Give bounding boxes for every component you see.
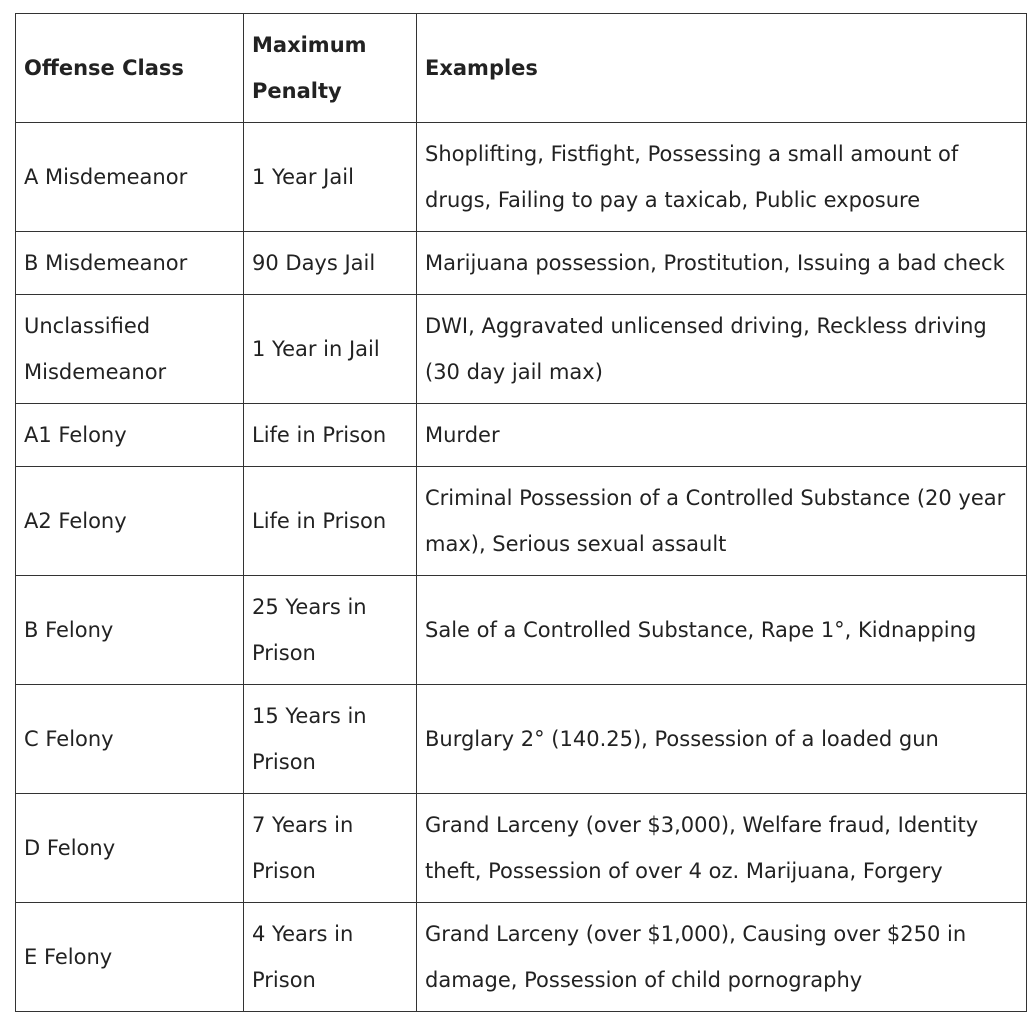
maximum-penalty-cell: 1 Year in Jail <box>244 295 417 404</box>
maximum-penalty-cell: Life in Prison <box>244 404 417 467</box>
offense-class-cell: E Felony <box>16 903 244 1012</box>
table-row <box>16 232 1027 295</box>
offense-class-cell: A2 Felony <box>16 467 244 576</box>
offense-class-cell: B Felony <box>16 576 244 685</box>
table-row <box>16 576 1027 685</box>
examples-cell: Grand Larceny (over $1,000), Causing over $250 in damage, Possession of child pornography <box>417 903 1027 1012</box>
header-maximum-penalty: Maximum Penalty <box>244 14 417 123</box>
table-row <box>16 794 1027 903</box>
examples-cell: Sale of a Controlled Substance, Rape 1°, Kidnapping <box>417 576 1027 685</box>
offense-class-cell: C Felony <box>16 685 244 794</box>
examples-cell: Murder <box>417 404 1027 467</box>
examples-cell: Shoplifting, Fistfight, Possessing a small amount of drugs, Failing to pay a taxicab, Public exposure <box>417 123 1027 232</box>
maximum-penalty-cell: 25 Years in Prison <box>244 576 417 685</box>
table-row <box>16 903 1027 1012</box>
table-row <box>16 467 1027 576</box>
offense-table <box>15 13 1027 1012</box>
maximum-penalty-cell: 1 Year Jail <box>244 123 417 232</box>
offense-class-cell: B Misdemeanor <box>16 232 244 295</box>
examples-cell: Criminal Possession of a Controlled Substance (20 year max), Serious sexual assault <box>417 467 1027 576</box>
offense-class-cell: Unclassified Misdemeanor <box>16 295 244 404</box>
header-examples: Examples <box>417 14 1027 123</box>
offense-class-cell: A1 Felony <box>16 404 244 467</box>
header-offense-class: Offense Class <box>16 14 244 123</box>
table-row <box>16 685 1027 794</box>
maximum-penalty-cell: 7 Years in Prison <box>244 794 417 903</box>
offense-class-cell: D Felony <box>16 794 244 903</box>
maximum-penalty-cell: 90 Days Jail <box>244 232 417 295</box>
maximum-penalty-cell: 4 Years in Prison <box>244 903 417 1012</box>
table-row <box>16 404 1027 467</box>
offense-class-cell: A Misdemeanor <box>16 123 244 232</box>
examples-cell: Burglary 2° (140.25), Possession of a loaded gun <box>417 685 1027 794</box>
examples-cell: Marijuana possession, Prostitution, Issuing a bad check <box>417 232 1027 295</box>
table-header-row <box>16 14 1027 123</box>
maximum-penalty-cell: 15 Years in Prison <box>244 685 417 794</box>
table-row <box>16 123 1027 232</box>
maximum-penalty-cell: Life in Prison <box>244 467 417 576</box>
table-row <box>16 295 1027 404</box>
examples-cell: DWI, Aggravated unlicensed driving, Reckless driving (30 day jail max) <box>417 295 1027 404</box>
examples-cell: Grand Larceny (over $3,000), Welfare fraud, Identity theft, Possession of over 4 oz. Marijuana, Forgery <box>417 794 1027 903</box>
